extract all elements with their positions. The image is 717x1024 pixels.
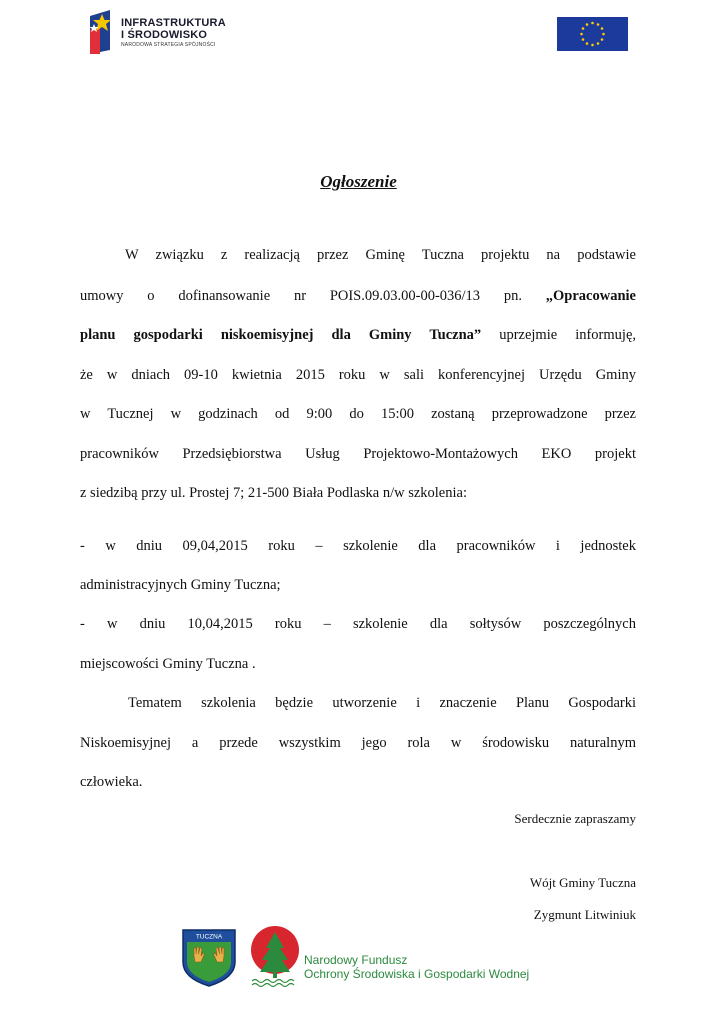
item1-line-2: administracyjnych Gminy Tuczna; xyxy=(80,577,281,593)
p1-line-6: pracowników Przedsiębiorstwa Usług Projektowo-Montażowych EKO projekt xyxy=(80,446,636,462)
project-title-start: „Opracowanie xyxy=(545,288,636,304)
closing-text: Serdecznie zapraszamy xyxy=(514,811,636,826)
p2-line-2: Niskoemisyjnej a przede wszystkim jego rola w środowisku naturalnym xyxy=(80,735,636,751)
infrastruktura-logo xyxy=(88,10,238,56)
logo-line-3: NARODOWA STRATEGIA SPÓJNOŚCI xyxy=(121,42,216,48)
nfosigw-logo xyxy=(248,926,548,996)
p2-line-3: człowieka. xyxy=(80,774,143,790)
p1-line-3-text: uprzejmie informuję, xyxy=(499,327,637,343)
nfosigw-tree-icon xyxy=(248,926,302,990)
item1-line-1: - w dniu 09,04,2015 roku – szkolenie dla pracowników i jednostek xyxy=(80,538,636,554)
item2-line-1: - w dniu 10,04,2015 roku – szkolenie dla sołtysów poszczególnych xyxy=(80,616,636,632)
signature-role: Wójt Gminy Tuczna xyxy=(529,875,636,890)
logo-line-1: INFRASTRUKTURA xyxy=(121,17,226,29)
p1-line-3 xyxy=(80,326,636,344)
p1-line-4: że w dniach 09-10 kwietnia 2015 roku w sali konferencyjnej Urzędu Gminy xyxy=(80,367,636,383)
p1-line-1: W związku z realizacją przez Gminę Tuczna projektu na podstawie xyxy=(125,247,636,263)
tuczna-coat-of-arms-icon xyxy=(180,926,238,988)
item2-line-2: miejscowości Gminy Tuczna . xyxy=(80,656,256,672)
page-title: Ogłoszenie xyxy=(320,172,397,191)
p2-line-1: Tematem szkolenia będzie utworzenie i znaczenie Planu Gospodarki xyxy=(128,695,636,711)
p1-line-7: z siedzibą przy ul. Prostej 7; 21-500 Biała Podlaska n/w szkolenia: xyxy=(80,485,467,501)
p1-line-2 xyxy=(80,287,636,305)
logo-line-2: I ŚRODOWISKO xyxy=(121,29,208,41)
tuczna-logo-text: TUCZNA xyxy=(195,933,223,941)
nfos-line-1: Narodowy Fundusz xyxy=(304,953,408,967)
star-flag-icon xyxy=(88,10,118,54)
p1-line-5: w Tucznej w godzinach od 9:00 do 15:00 zostaną przeprowadzone przez xyxy=(80,406,636,422)
p1-line-2-text: umowy o dofinansowanie nr POIS.09.03.00-00-036/13 pn. xyxy=(80,288,522,304)
project-title-end: planu gospodarki niskoemisyjnej dla Gminy Tuczna” xyxy=(80,327,482,343)
nfos-line-2: Ochrony Środowiska i Gospodarki Wodnej xyxy=(304,967,530,981)
signature-name: Zygmunt Litwiniuk xyxy=(533,907,636,922)
eu-flag-icon xyxy=(557,17,628,51)
